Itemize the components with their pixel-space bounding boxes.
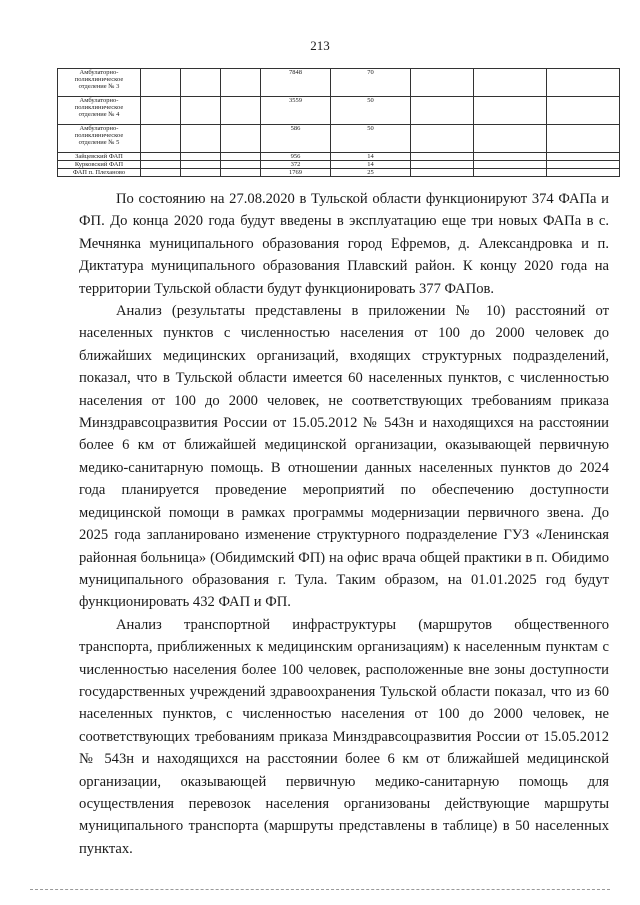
table-cell: 586 (261, 125, 331, 153)
paragraph-2: Анализ (результаты представлены в приложении № 10) расстояний от населенных пунктов с численностью населения от 100 до 2000 человек до ближайших медицинских организаций, входящих структурных подразделений, показал, что в Тульской области имеется 60 населенных пунктов, с численностью населения от 100 до 2000 человек, не соответствующих требованиям приказа Минздравсоцразвития России от 15.05.2012 № 543н и находящихся на расстоянии более 6 км от ближайшей медицинской организации, оказывающей первичную медико-санитарную помощь. В отношении данных населенных пунктов до 2024 года планируется проведение мероприятий по обеспечению доступности медицинской помощи в рамках программы модернизации первичного звена. До 2025 года запланировано изменение структурного подразделение ГУЗ «Ленинская районная больница» (Обидимский ФП) на офис врача общей практики в п. Обидимо муниципального образования г. Тула. Таким образом, на 01.01.2025 год будут функционировать 432 ФАП и ФП. (79, 303, 609, 611)
table-cell: 14 (331, 161, 411, 169)
table-cell: 372 (261, 161, 331, 169)
table-cell (221, 125, 261, 153)
table-cell-name: Амбулаторно-поликлиническое отделение № 3 (58, 69, 141, 97)
table-cell (181, 153, 221, 161)
table-cell (411, 169, 474, 177)
table-cell (181, 161, 221, 169)
table-cell (221, 153, 261, 161)
table-cell (141, 153, 181, 161)
table-cell (411, 125, 474, 153)
table-row (58, 69, 620, 97)
page-number: 213 (310, 38, 330, 53)
table-row (58, 97, 620, 125)
table-cell (547, 69, 620, 97)
table-cell (474, 169, 547, 177)
table-cell (547, 161, 620, 169)
table-cell (181, 169, 221, 177)
body-text (79, 188, 609, 860)
table-cell (141, 125, 181, 153)
table-cell-name: ФАП п. Плеханово (58, 169, 141, 177)
table-cell (221, 161, 261, 169)
table-cell: 14 (331, 153, 411, 161)
table-cell (411, 69, 474, 97)
table-row (58, 125, 620, 153)
table-cell (547, 169, 620, 177)
table-cell (181, 97, 221, 125)
table-cell (547, 153, 620, 161)
table-cell-name: Курковский ФАП (58, 161, 141, 169)
table-cell (474, 161, 547, 169)
table-cell (474, 69, 547, 97)
table-cell (411, 161, 474, 169)
table-cell: 956 (261, 153, 331, 161)
table-cell (221, 169, 261, 177)
table-cell (547, 125, 620, 153)
table-cell (141, 69, 181, 97)
table-cell (141, 169, 181, 177)
table-cell: 50 (331, 125, 411, 153)
paragraph-1: По состоянию на 27.08.2020 в Тульской области функционируют 374 ФАПа и ФП. До конца 2020 года будут введены в эксплуатацию еще три новых ФАПа в с. Мечнянка муниципального образования город Ефремов, д. Александровка и п. Диктатура муниципального образования Плавский район. К концу 2020 года на территории Тульской области будут функционировать 377 ФАПов. (79, 191, 609, 297)
table-cell (474, 97, 547, 125)
footer-rule (30, 889, 610, 890)
table-cell-name: Зайцевский ФАП (58, 153, 141, 161)
table-cell (547, 97, 620, 125)
table-cell (411, 153, 474, 161)
table-body (58, 69, 620, 177)
data-table (57, 68, 620, 177)
table-cell (181, 69, 221, 97)
table-cell (474, 153, 547, 161)
table-cell: 50 (331, 97, 411, 125)
paragraph-3: Анализ транспортной инфраструктуры (маршрутов общественного транспорта, приближенных к медицинским организациям) к населенным пунктам с численностью населения более 100 человек, расположенные вне зоны доступности государственных учреждений здравоохранения Тульской области показал, что из 60 населенных пунктов, с численностью населения от 100 до 2000 человек, не соответствующих требованиям приказа Минздравсоцразвития России от 15.05.2012 № 543н и находящихся на расстоянии более 6 км от ближайшей медицинской организации, оказывающей первичную медико-санитарную помощь для осуществления перевозок населения организованы действующие маршруты муниципального транспорта (маршруты представлены в таблице) в 50 населенных пунктах. (79, 616, 609, 857)
table-cell-name: Амбулаторно-поликлиническое отделение № 5 (58, 125, 141, 153)
table-row (58, 169, 620, 177)
table-row (58, 161, 620, 169)
table-cell (411, 97, 474, 125)
table-cell: 25 (331, 169, 411, 177)
table-cell: 3559 (261, 97, 331, 125)
table-cell (221, 97, 261, 125)
table-cell (181, 125, 221, 153)
table-cell: 70 (331, 69, 411, 97)
table-cell (474, 125, 547, 153)
table-cell: 1769 (261, 169, 331, 177)
table-cell (141, 97, 181, 125)
table-cell-name: Амбулаторно-поликлиническое отделение № 4 (58, 97, 141, 125)
table-cell (221, 69, 261, 97)
table-cell (141, 161, 181, 169)
table-row (58, 153, 620, 161)
table-cell: 7848 (261, 69, 331, 97)
